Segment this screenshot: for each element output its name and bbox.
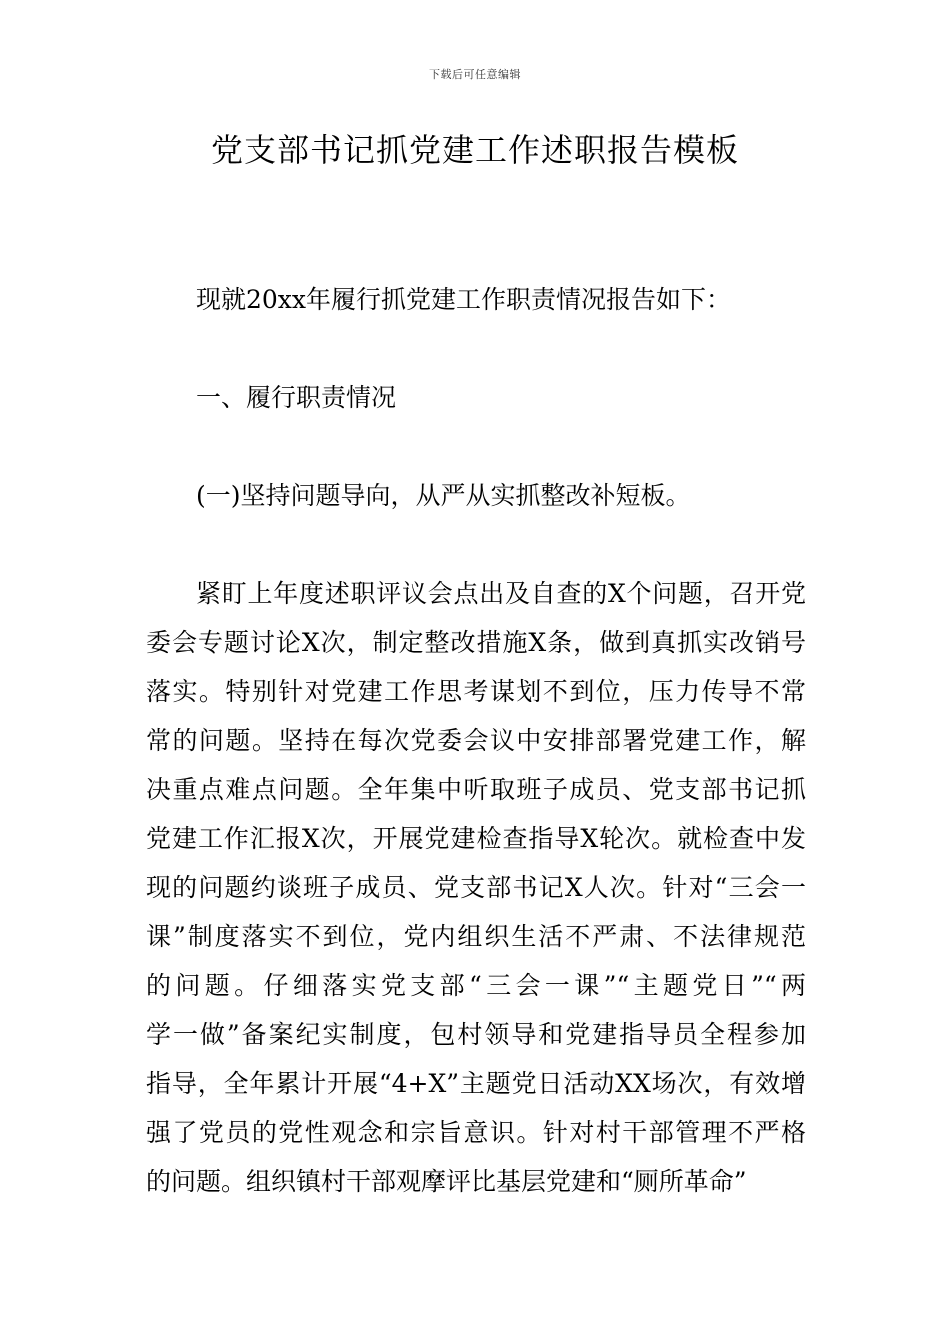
- body-line: 的问题。仔细落实党支部“三会一课”“主题党日”“两: [146, 971, 806, 1000]
- body-line: 学一做”备案纪实制度，包村领导和党建指导员全程参加: [146, 1020, 806, 1049]
- body-line: 课”制度落实不到位，党内组织生活不严肃、不法律规范: [146, 922, 806, 951]
- subsection-heading: (一)坚持问题导向，从严从实抓整改补短板。: [196, 481, 691, 510]
- body-line: 常的问题。坚持在每次党委会议中安排部署党建工作，解: [146, 726, 806, 755]
- section-heading: 一、履行职责情况: [196, 383, 397, 412]
- header-note: 下载后可任意编辑: [429, 68, 521, 81]
- body-line: 委会专题讨论X次，制定整改措施X条，做到真抓实改销号: [146, 628, 806, 657]
- body-line: 落实。特别针对党建工作思考谋划不到位，压力传导不常: [146, 677, 806, 706]
- body-line: 的问题。组织镇村干部观摩评比基层党建和“厕所革命”: [146, 1167, 747, 1196]
- body-line: 指导，全年累计开展“4+X”主题党日活动XX场次，有效增: [146, 1069, 806, 1098]
- body-line: 紧盯上年度述职评议会点出及自查的X个问题，召开党: [196, 579, 806, 608]
- intro-paragraph: 现就20xx年履行抓党建工作职责情况报告如下：: [196, 285, 732, 314]
- body-paragraph: [146, 576, 806, 1213]
- body-line: 强了党员的党性观念和宗旨意识。针对村干部管理不严格: [146, 1118, 806, 1147]
- body-line: 党建工作汇报X次，开展党建检查指导X轮次。就检查中发: [146, 824, 806, 853]
- body-line: 现的问题约谈班子成员、党支部书记X人次。针对“三会一: [146, 873, 806, 902]
- document-title: 党支部书记抓党建工作述职报告模板: [210, 131, 739, 169]
- body-line: 决重点难点问题。全年集中听取班子成员、党支部书记抓: [146, 775, 806, 804]
